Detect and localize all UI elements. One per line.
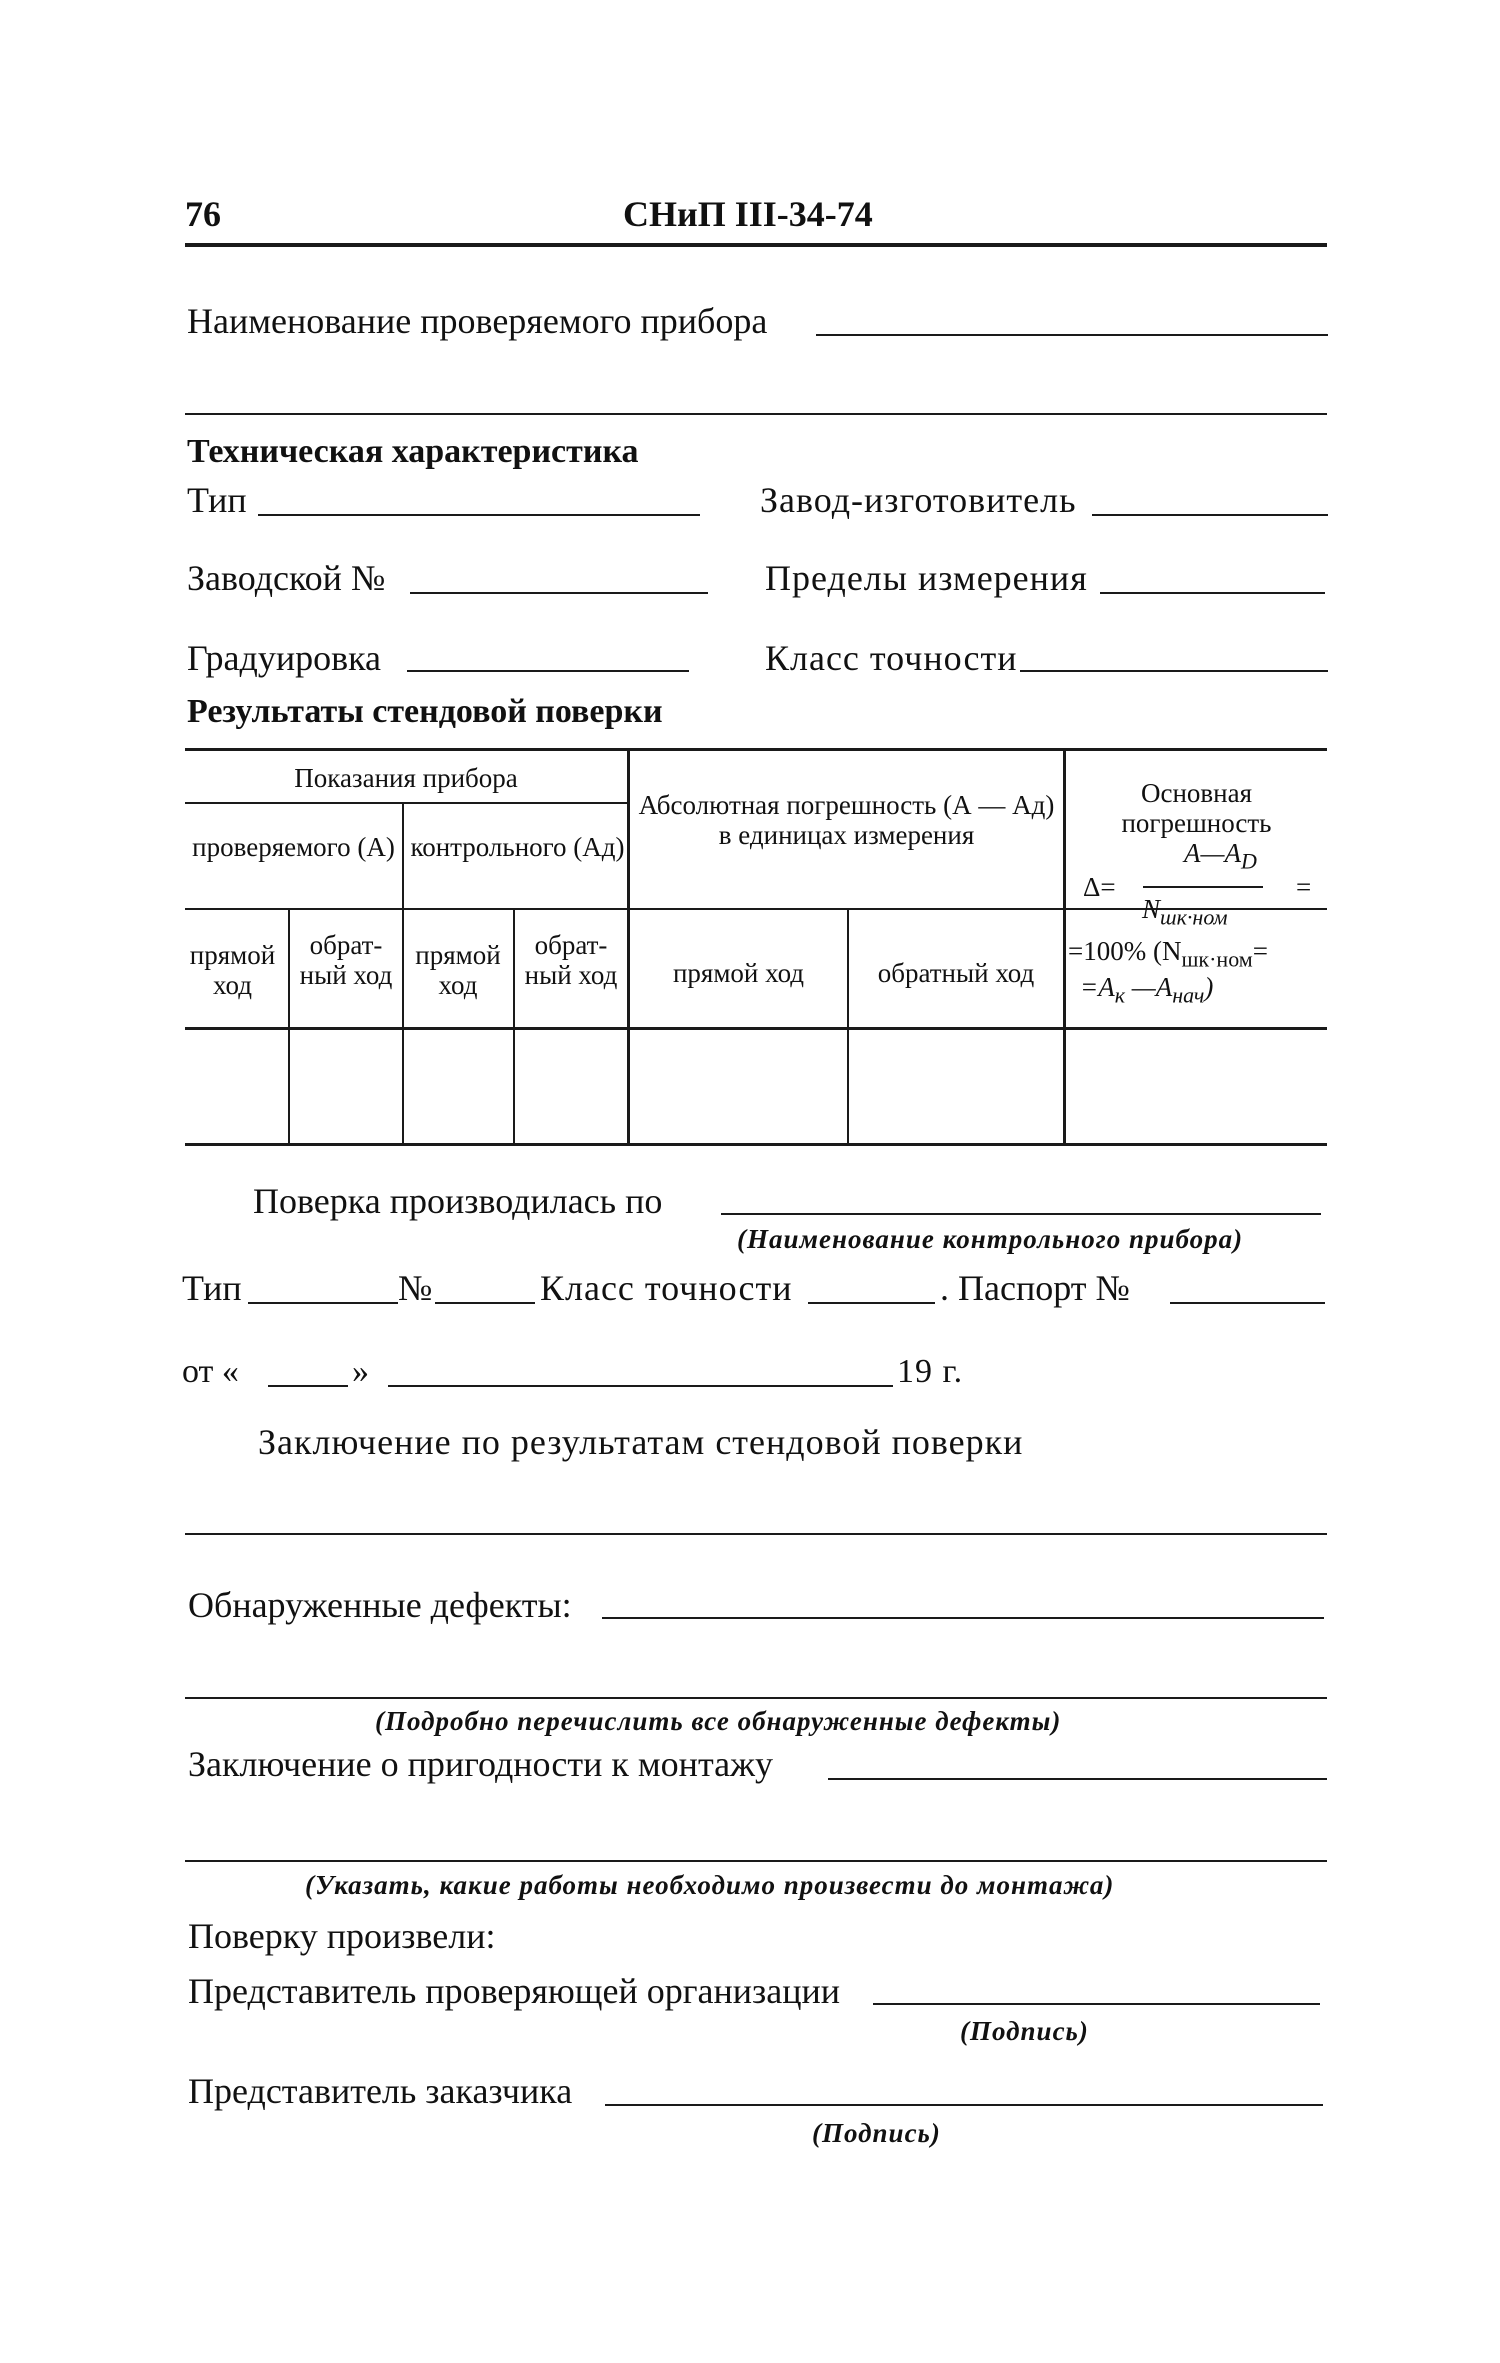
customer-rep-signature-field[interactable] xyxy=(605,2104,1323,2106)
passport-field[interactable] xyxy=(1170,1302,1325,1304)
abs-error-header: Абсолютная погрешность (А — Ад) в единицах измерения xyxy=(638,790,1055,851)
manufacturer-field[interactable] xyxy=(1092,514,1328,516)
basic-error-header: Основная погрешность xyxy=(1121,778,1272,839)
verified-by-field[interactable] xyxy=(721,1213,1321,1215)
control-forward-header: прямой ход xyxy=(415,940,501,1001)
abs-reverse-header: обратный ход xyxy=(877,958,1035,988)
control-class-label: Класс точности xyxy=(540,1268,793,1308)
control-class-field[interactable] xyxy=(808,1302,935,1304)
graduation-label: Градуировка xyxy=(187,638,382,678)
date-month-field[interactable] xyxy=(388,1385,893,1387)
suitability-caption: (Указать, какие работы необходимо произвести до монтажа) xyxy=(305,1870,1115,1900)
accuracy-label: Класс точности xyxy=(765,638,1018,678)
table-top-rule xyxy=(185,748,1327,751)
serial-field[interactable] xyxy=(410,592,708,594)
accuracy-field[interactable] xyxy=(1020,670,1328,672)
graduation-field[interactable] xyxy=(407,670,689,672)
control-reverse-header: обрат-ный ход xyxy=(524,930,618,991)
device-name-field[interactable] xyxy=(816,334,1328,336)
control-no-field[interactable] xyxy=(435,1302,535,1304)
verified-by-label: Поверка производилась по xyxy=(253,1181,663,1221)
type-field[interactable] xyxy=(258,514,700,516)
customer-rep-label: Представитель заказчика xyxy=(188,2071,573,2111)
date-quote-close: » xyxy=(352,1353,369,1390)
control-type-label: Тип xyxy=(182,1268,242,1308)
date-from-label: от « xyxy=(182,1353,239,1390)
performed-label: Поверку произвели: xyxy=(188,1916,496,1956)
passport-label: . Паспорт № xyxy=(940,1268,1130,1308)
control-type-field[interactable] xyxy=(248,1302,398,1304)
date-day-field[interactable] xyxy=(268,1385,348,1387)
range-field[interactable] xyxy=(1100,592,1325,594)
range-label: Пределы измерения xyxy=(765,558,1088,598)
date-year-label: 19 г. xyxy=(897,1353,964,1390)
defects-label: Обнаруженные дефекты: xyxy=(188,1585,572,1625)
checked-reverse-header: обрат-ный ход xyxy=(299,930,393,991)
fraction-bar xyxy=(1143,886,1263,888)
document-code: СНиП III-34-74 xyxy=(623,194,873,234)
tech-title: Техническая характеристика xyxy=(187,433,639,470)
org-rep-label: Представитель проверяющей организации xyxy=(188,1971,841,2011)
control-header: контрольного (Ад) xyxy=(410,832,625,862)
defects-caption: (Подробно перечислить все обнаруженные дефекты) xyxy=(375,1706,1062,1736)
serial-label: Заводской № xyxy=(187,558,386,598)
control-no-label: № xyxy=(398,1268,433,1308)
readings-header: Показания прибора xyxy=(294,763,518,793)
org-rep-signature-field[interactable] xyxy=(873,2003,1320,2005)
suitability-field-line2[interactable] xyxy=(185,1860,1327,1862)
customer-rep-caption: (Подпись) xyxy=(812,2118,941,2148)
table-bottom-rule xyxy=(185,1143,1327,1146)
defects-field[interactable] xyxy=(602,1617,1324,1619)
header-rule xyxy=(185,243,1327,247)
basic-error-formula: Δ= $A—A_D$ = $N_{шк\cdot ном}$ =100% ($N_{шк\cdot ном}=$ $=A_к$ $—A_{нач}$) xyxy=(1068,838,1312,1008)
abs-forward-header: прямой ход xyxy=(672,958,805,988)
suitability-field[interactable] xyxy=(828,1778,1327,1780)
checked-header: проверяемого (А) xyxy=(192,832,395,862)
suitability-label: Заключение о пригодности к монтажу xyxy=(188,1744,773,1784)
verified-by-caption: (Наименование контрольного прибора) xyxy=(737,1224,1244,1254)
page-number: 76 xyxy=(185,194,221,234)
conclusion-field[interactable] xyxy=(185,1533,1327,1535)
type-label: Тип xyxy=(187,480,247,520)
defects-field-line2[interactable] xyxy=(185,1697,1327,1699)
results-title: Результаты стендовой поверки xyxy=(187,693,663,730)
manufacturer-label: Завод-изготовитель xyxy=(760,480,1077,520)
org-rep-caption: (Подпись) xyxy=(960,2016,1089,2046)
device-name-field-line2[interactable] xyxy=(185,413,1327,415)
device-name-label: Наименование проверяемого прибора xyxy=(187,301,768,341)
checked-forward-header: прямой ход xyxy=(189,940,276,1001)
conclusion-label: Заключение по результатам стендовой поверки xyxy=(258,1422,1024,1462)
